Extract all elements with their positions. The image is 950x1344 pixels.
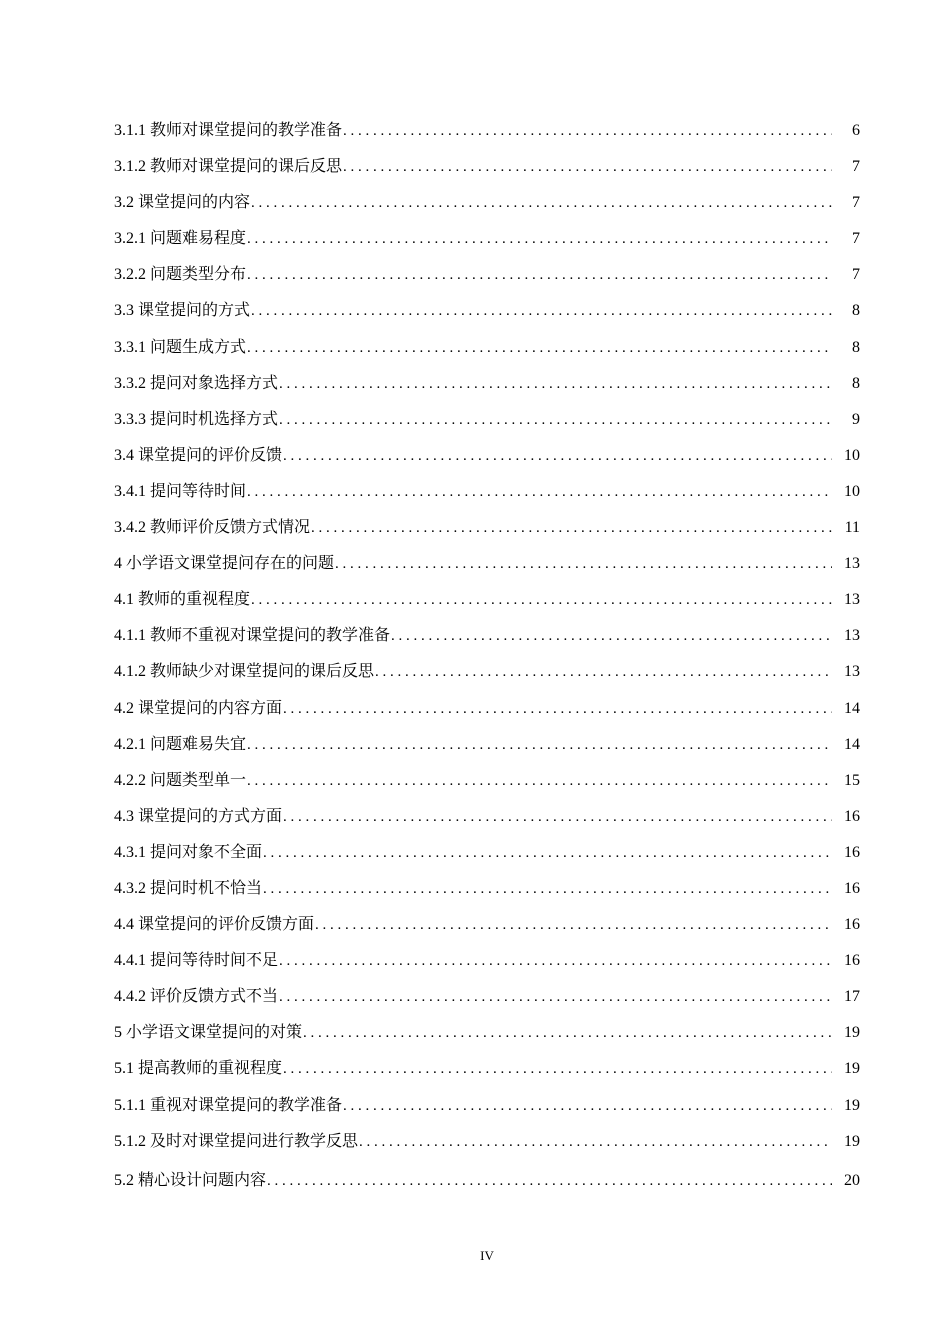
dot-leader [247, 766, 832, 796]
dot-leader [391, 621, 832, 651]
toc-entry-title: 3.2 课堂提问的内容 [114, 194, 251, 212]
toc-entry-page: 17 [844, 988, 860, 1006]
toc-entry-page: 13 [844, 663, 860, 681]
toc-entry[interactable] [114, 369, 860, 405]
toc-entry-title: 3.3.1 问题生成方式 [114, 338, 247, 356]
toc-entry-title: 4.1.1 教师不重视对课堂提问的教学准备 [114, 627, 391, 645]
toc-entry[interactable] [114, 802, 860, 838]
table-of-contents [114, 116, 860, 1202]
dot-leader [315, 910, 832, 940]
toc-entry-page: 20 [844, 1171, 860, 1189]
toc-entry[interactable] [114, 405, 860, 441]
toc-entry-page: 16 [844, 879, 860, 897]
toc-entry-title: 3.3.3 提问时机选择方式 [114, 410, 279, 428]
toc-entry-page: 10 [844, 446, 860, 464]
toc-entry[interactable] [114, 585, 860, 621]
toc-entry[interactable] [114, 477, 860, 513]
dot-leader [343, 152, 832, 182]
dot-leader [247, 333, 832, 363]
toc-entry[interactable] [114, 766, 860, 802]
dot-leader [247, 260, 832, 290]
toc-entry-page: 16 [844, 916, 860, 934]
toc-entry[interactable] [114, 946, 860, 982]
dot-leader [263, 874, 832, 904]
toc-entry-page: 14 [844, 699, 860, 717]
toc-entry-title: 3.4 课堂提问的评价反馈 [114, 446, 283, 464]
toc-entry[interactable] [114, 1054, 860, 1090]
toc-entry-title: 4 小学语文课堂提问存在的问题 [114, 555, 335, 573]
toc-entry-title: 3.4.1 提问等待时间 [114, 482, 247, 500]
toc-entry-page: 19 [844, 1096, 860, 1114]
toc-entry[interactable] [114, 1166, 860, 1202]
toc-entry-title: 4.4.1 提问等待时间不足 [114, 952, 279, 970]
toc-entry-title: 5 小学语文课堂提问的对策 [114, 1024, 303, 1042]
toc-entry-title: 4.2.1 问题难易失宜 [114, 735, 247, 753]
toc-entry-page: 7 [852, 266, 860, 284]
toc-entry-title: 3.3 课堂提问的方式 [114, 302, 251, 320]
toc-entry[interactable] [114, 982, 860, 1018]
dot-leader [283, 694, 832, 724]
toc-entry-title: 3.1.2 教师对课堂提问的课后反思 [114, 158, 343, 176]
toc-entry-page: 16 [844, 807, 860, 825]
toc-entry-title: 5.1.1 重视对课堂提问的教学准备 [114, 1096, 343, 1114]
toc-entry-page: 19 [844, 1024, 860, 1042]
dot-leader [263, 838, 832, 868]
toc-entry[interactable] [114, 333, 860, 369]
toc-entry[interactable] [114, 1091, 860, 1127]
toc-entry-page: 7 [852, 230, 860, 248]
toc-entry-title: 3.2.1 问题难易程度 [114, 230, 247, 248]
toc-entry-page: 15 [844, 771, 860, 789]
dot-leader [343, 1091, 832, 1121]
toc-entry[interactable] [114, 910, 860, 946]
dot-leader [251, 585, 832, 615]
toc-entry-title: 4.4 课堂提问的评价反馈方面 [114, 916, 315, 934]
toc-entry[interactable] [114, 260, 860, 296]
toc-entry[interactable] [114, 152, 860, 188]
dot-leader [279, 369, 832, 399]
toc-entry[interactable] [114, 224, 860, 260]
toc-entry-page: 8 [852, 374, 860, 392]
dot-leader [247, 224, 832, 254]
toc-entry-title: 3.4.2 教师评价反馈方式情况 [114, 519, 311, 537]
toc-entry-title: 4.3.1 提问对象不全面 [114, 843, 263, 861]
toc-entry-page: 13 [844, 627, 860, 645]
toc-entry-title: 4.1.2 教师缺少对课堂提问的课后反思 [114, 663, 375, 681]
toc-entry-page: 9 [852, 410, 860, 428]
dot-leader [279, 405, 832, 435]
dot-leader [247, 477, 832, 507]
dot-leader [359, 1127, 832, 1157]
dot-leader [247, 730, 832, 760]
toc-entry-title: 4.1 教师的重视程度 [114, 591, 251, 609]
dot-leader [279, 982, 832, 1012]
toc-entry-page: 19 [844, 1060, 860, 1078]
dot-leader [335, 549, 832, 579]
dot-leader [283, 1054, 832, 1084]
dot-leader [279, 946, 832, 976]
toc-entry-page: 6 [852, 122, 860, 139]
toc-entry-page: 19 [844, 1132, 860, 1150]
toc-entry-page: 11 [844, 519, 860, 537]
toc-entry-page: 10 [844, 482, 860, 500]
toc-entry-title: 4.3.2 提问时机不恰当 [114, 879, 263, 897]
dot-leader [375, 657, 832, 687]
toc-entry[interactable] [114, 116, 860, 152]
toc-entry-title: 4.2.2 问题类型单一 [114, 771, 247, 789]
toc-entry-page: 14 [844, 735, 860, 753]
toc-entry[interactable] [114, 513, 860, 549]
toc-entry-title: 3.3.2 提问对象选择方式 [114, 374, 279, 392]
toc-entry-title: 3.2.2 问题类型分布 [114, 266, 247, 284]
toc-entry[interactable] [114, 1018, 860, 1054]
page-number-footer: IV [480, 1248, 494, 1263]
toc-entry[interactable] [114, 621, 860, 657]
dot-leader [283, 802, 832, 832]
toc-entry-title: 5.2 精心设计问题内容 [114, 1171, 267, 1189]
toc-entry-title: 4.3 课堂提问的方式方面 [114, 807, 283, 825]
toc-entry-page: 8 [852, 338, 860, 356]
toc-entry-title: 4.2 课堂提问的内容方面 [114, 699, 283, 717]
dot-leader [251, 296, 832, 326]
dot-leader [343, 116, 832, 146]
toc-entry[interactable] [114, 694, 860, 730]
toc-entry-page: 16 [844, 843, 860, 861]
dot-leader [311, 513, 832, 543]
toc-entry[interactable] [114, 441, 860, 477]
toc-entry[interactable] [114, 188, 860, 224]
dot-leader [303, 1018, 832, 1048]
toc-entry-page: 8 [852, 302, 860, 320]
dot-leader [251, 188, 832, 218]
toc-entry-page: 16 [844, 952, 860, 970]
dot-leader [267, 1166, 832, 1196]
toc-entry-page: 7 [852, 158, 860, 176]
toc-entry[interactable] [114, 657, 860, 693]
toc-entry[interactable] [114, 549, 860, 585]
dot-leader [283, 441, 832, 471]
toc-entry[interactable] [114, 1127, 860, 1163]
toc-entry-title: 4.4.2 评价反馈方式不当 [114, 988, 279, 1006]
toc-entry-title: 5.1.2 及时对课堂提问进行教学反思 [114, 1132, 359, 1150]
toc-entry[interactable] [114, 730, 860, 766]
toc-entry-page: 13 [844, 591, 860, 609]
toc-entry[interactable] [114, 838, 860, 874]
toc-entry-page: 13 [844, 555, 860, 573]
toc-entry-title: 3.1.1 教师对课堂提问的教学准备 [114, 122, 343, 139]
toc-entry[interactable] [114, 874, 860, 910]
toc-entry-page: 7 [852, 194, 860, 212]
toc-entry[interactable] [114, 296, 860, 332]
toc-entry-title: 5.1 提高教师的重视程度 [114, 1060, 283, 1078]
